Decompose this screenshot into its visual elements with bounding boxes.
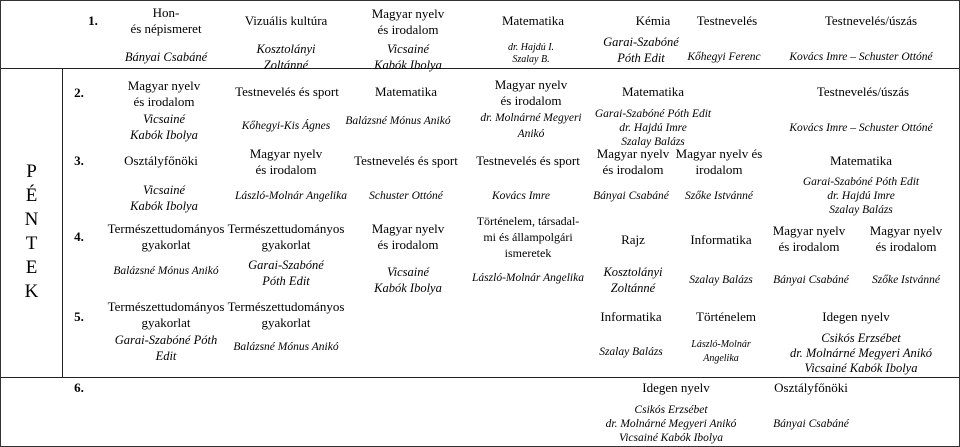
lesson-subject: Kémia	[635, 13, 671, 28]
period-number: 3.	[74, 153, 84, 168]
lesson-subject: Testnevelés és sport	[235, 84, 339, 99]
lesson-teacher: Kovács Imre – Schuster Ottóné	[789, 122, 933, 134]
lesson-subject: Testnevelés	[696, 13, 758, 28]
lesson-teacher: Balázsné Mónus Anikó	[345, 115, 451, 127]
lesson-teacher: László-Molnár Angelika	[472, 272, 584, 284]
lesson-teacher: László-Molnár Angelika	[691, 339, 751, 364]
lesson-subject: Osztályfőnöki	[774, 380, 848, 395]
lesson-teacher: Bányai Csabáné	[773, 418, 849, 430]
lesson-subject: Magyar nyelv és irodalom	[675, 146, 763, 177]
lesson-subject: Hon- és népismeret	[130, 5, 202, 36]
lesson-subject: Történelem	[696, 309, 756, 324]
lesson-subject: Idegen nyelv	[642, 380, 710, 395]
lesson-teacher: Bányai Csabáné	[773, 274, 849, 286]
lesson-teacher: Garai-Szabóné Póth Edit dr. Hajdú Imre Szalay Balázs	[594, 108, 712, 148]
period-number: 6.	[74, 380, 84, 395]
lesson-subject: Vizuális kultúra	[244, 13, 328, 28]
grid-line	[62, 68, 63, 377]
lesson-teacher: Kosztolányi Zoltánné	[256, 42, 316, 72]
lesson-subject: Rajz	[621, 232, 645, 247]
period-number: 1.	[88, 13, 98, 28]
lesson-subject: Magyar nyelv és irodalom	[371, 221, 445, 252]
lesson-subject: Informatika	[690, 232, 752, 247]
lesson-subject: Matematika	[374, 84, 438, 99]
lesson-subject: Magyar nyelv és irodalom	[772, 223, 846, 254]
grid-line	[1, 68, 959, 69]
lesson-teacher: Vicsainé Kabók Ibolya	[130, 112, 198, 142]
lesson-subject: Történelem, társadal- mi és állampolgári ismeretek	[476, 214, 580, 260]
lesson-teacher: Csikós Erzsébet dr. Molnárné Megyeri Anikó Vicsainé Kabók Ibolya	[789, 331, 933, 375]
lesson-subject: Matematika	[501, 13, 565, 28]
lesson-subject: Magyar nyelv és irodalom	[249, 146, 323, 177]
lesson-teacher: Balázsné Mónus Anikó	[233, 341, 339, 353]
lesson-teacher: László-Molnár Angelika	[235, 190, 347, 202]
lesson-teacher: Szőke Istvánné	[871, 274, 941, 286]
lesson-subject: Természettudományos gyakorlat	[227, 299, 345, 330]
period-number: 5.	[74, 309, 84, 324]
lesson-subject: Magyar nyelv és irodalom	[869, 223, 943, 254]
lesson-teacher: dr. Molnárné Megyeri Anikó	[480, 112, 582, 140]
lesson-teacher: Garai-Szabóné Póth Edit dr. Hajdú Imre Szalay Balázs	[802, 176, 920, 216]
lesson-teacher: Vicsainé Kabók Ibolya	[374, 42, 442, 72]
lesson-teacher: Bányai Csabáné	[593, 190, 669, 202]
period-number: 2.	[74, 85, 84, 100]
lesson-subject: Testnevelés/úszás	[816, 84, 910, 99]
lesson-teacher: Balázsné Mónus Anikó	[113, 265, 219, 277]
lesson-teacher: Garai-Szabóné Póth Edit	[248, 258, 324, 288]
lesson-teacher: Vicsainé Kabók Ibolya	[130, 183, 198, 213]
lesson-teacher: Garai-Szabóné Póth Edit	[603, 35, 679, 65]
lesson-subject: Természettudományos gyakorlat	[107, 299, 225, 330]
lesson-teacher: Schuster Ottóné	[369, 190, 443, 202]
lesson-teacher: Kőhegyi-Kis Ágnes	[241, 120, 331, 132]
lesson-teacher: Szőke Istvánné	[684, 190, 754, 202]
grid-line	[1, 377, 959, 378]
lesson-teacher: Bányai Csabáné	[124, 50, 208, 64]
lesson-teacher: Csikós Erzsébet dr. Molnárné Megyeri Anikó Vicsainé Kabók Ibolya	[605, 404, 737, 444]
lesson-subject: Informatika	[600, 309, 662, 324]
period-number: 4.	[74, 229, 84, 244]
lesson-teacher: Kovács Imre – Schuster Ottóné	[789, 51, 933, 63]
lesson-subject: Matematika	[829, 153, 893, 168]
lesson-subject: Matematika	[621, 84, 685, 99]
day-label: PÉNTEK	[21, 161, 42, 305]
lesson-subject: Természettudományos gyakorlat	[227, 221, 345, 252]
lesson-teacher: Kosztolányi Zoltánné	[603, 265, 663, 295]
lesson-subject: Magyar nyelv és irodalom	[596, 146, 670, 177]
lesson-subject: Magyar nyelv és irodalom	[494, 77, 568, 108]
lesson-teacher: Kőhegyi Ferenc	[687, 51, 761, 63]
lesson-teacher: Vicsainé Kabók Ibolya	[374, 265, 442, 295]
lesson-subject: Idegen nyelv	[822, 309, 890, 324]
lesson-teacher: Garai-Szabóné Póth Edit	[114, 333, 218, 363]
lesson-subject: Testnevelés és sport	[354, 153, 458, 168]
lesson-subject: Magyar nyelv és irodalom	[127, 78, 201, 109]
lesson-teacher: dr. Hajdú I. Szalay B.	[507, 42, 555, 65]
lesson-teacher: Szalay Balázs	[689, 274, 753, 286]
lesson-subject: Testnevelés/úszás	[824, 13, 918, 28]
lesson-teacher: Kovács Imre	[491, 190, 551, 202]
lesson-subject: Magyar nyelv és irodalom	[371, 6, 445, 37]
lesson-subject: Természettudományos gyakorlat	[107, 221, 225, 252]
lesson-subject: Testnevelés és sport	[476, 153, 580, 168]
lesson-teacher: Szalay Balázs	[599, 346, 663, 358]
lesson-subject: Osztályfőnöki	[124, 153, 198, 168]
